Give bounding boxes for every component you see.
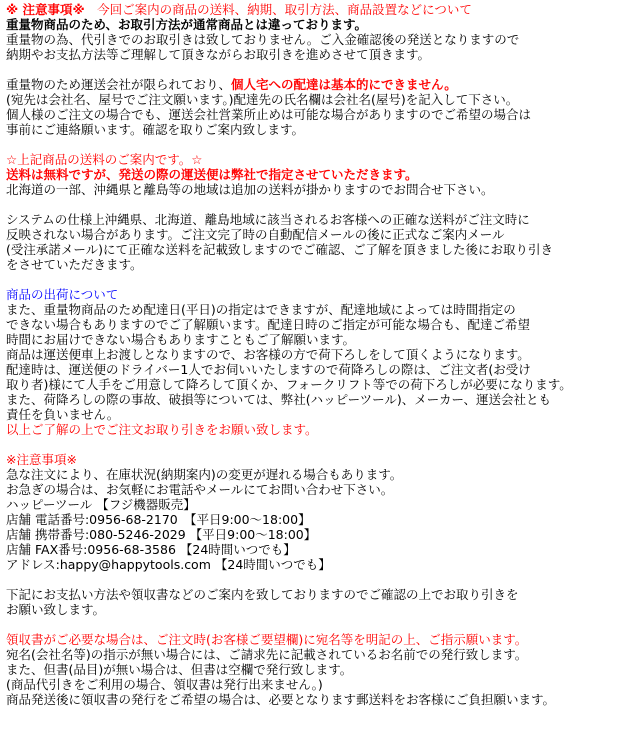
text-line: システムの仕様上沖縄県、北海道、離島地域に該当されるお客様への正確な送料がご注文時に — [6, 212, 530, 227]
text-line: をさせていただきます。 — [6, 257, 143, 272]
text-line: 宛名(会社名等)の指示が無い場合には、ご請求先に記載されているお名前での発行致します。 — [6, 647, 528, 662]
text-line: 責任を負いません。 — [6, 407, 120, 422]
text-line: 取り者)様にて人手をご用意して降ろして頂くか、フォークリフト等での荷下ろしが必要になります。 — [6, 377, 572, 392]
delivery-restriction-text: 重量物のため運送会社が限られており、 — [6, 77, 232, 92]
shop-email: アドレス:happy@happytools.com 【24時間いつでも】 — [6, 557, 331, 572]
text-line: 納期やお支払方法等ご理解して頂きながらお取引きを進めさせて頂きます。 — [6, 47, 431, 62]
shop-name: ハッピーツール 【フジ機器販売】 — [6, 497, 196, 512]
shop-mobile: 店舗 携帯番号:080-5246-2029 【平日9:00～18:00】 — [6, 527, 317, 542]
agreement-notice: 以上ご了解の上でご注文お取り引きをお願い致します。 — [6, 422, 318, 437]
text-line: 北海道の一部、沖縄県と離島等の地域は追加の送料が掛かりますのでお問合せ下さい。 — [6, 182, 494, 197]
notice-title-line — [6, 2, 622, 17]
text-line: 急な注文により、在庫状況(納期案内)の変更が遅れる場合もあります。 — [6, 467, 403, 482]
text-line: お願い致します。 — [6, 602, 106, 617]
shipping-heading: ☆上記商品の送料のご案内です。☆ — [6, 152, 203, 167]
no-home-delivery-warning: 個人宅への配達は基本的にできません。 — [231, 77, 457, 92]
text-line: (宛先は会社名、屋号でご注文願います。)配達先の氏名欄は会社名(屋号)を記入して下さい。 — [6, 92, 519, 107]
shipment-heading: 商品の出荷について — [6, 287, 119, 302]
text-line: 個人様のご注文の場合でも、運送会社営業所止めは可能な場合がありますのでご希望の場合は — [6, 107, 532, 122]
text-line: (商品代引きをご利用の場合、領収書は発行出来ません。) — [6, 677, 323, 692]
text-line: 配達時は、運送便のドライバー1人でお伺いいたしますので荷降ろしの際は、ご注文者(お受け — [6, 362, 531, 377]
shop-fax: 店舗 FAX番号:0956-68-3586 【24時間いつでも】 — [6, 542, 296, 557]
text-line: (受注承諾メール)にて正確な送料を記載致しますのでご確認、ご了解を頂きました後にお取り引き — [6, 242, 554, 257]
text-line: 事前にご連絡願います。確認を取りご案内致します。 — [6, 122, 305, 137]
text-line: また、荷降ろしの際の事故、破損等については、弊社(ハッピーツール)、メーカー、運送会社とも — [6, 392, 552, 407]
text-line: 商品は運送便車上お渡しとなりますので、お客様の方で荷下ろしをして頂くようになります。 — [6, 347, 530, 362]
text-line: できない場合もありますのでご了解願います。配達日時のご指定が可能な場合も、配達ご希望 — [6, 317, 531, 332]
text-line: お急ぎの場合は、お気軽にお電話やメールにてお問い合わせ下さい。 — [6, 482, 394, 497]
shop-phone: 店舗 電話番号:0956-68-2170 【平日9:00～18:00】 — [6, 512, 311, 527]
receipt-heading: 領収書がご必要な場合は、ご注文時(お客様ご要望欄)に宛名等を明記の上、ご指示願います。 — [6, 632, 528, 647]
notice-title-label: ※ 注意事項※ — [6, 2, 85, 17]
heavy-goods-heading: 重量物商品のため、お取引方法が通常商品とは違っております。 — [6, 17, 368, 32]
caution-heading: ※注意事項※ — [6, 452, 77, 467]
text-line: また、重量物商品のため配達日(平日)の指定はできますが、配達地域によっては時間指定の — [6, 302, 516, 317]
text-line: 反映されない場合があります。ご注文完了時の自動配信メールの後に正式なご案内メール — [6, 227, 505, 242]
text-line: 時間にお届けできない場合もありますこともご了解願います。 — [6, 332, 356, 347]
text-line: また、但書(品目)が無い場合は、但書は空欄で発行致します。 — [6, 662, 353, 677]
delivery-restriction-line — [6, 77, 622, 92]
text-line: 下記にお支払い方法や領収書などのご案内を致しておりますのでご確認の上でお取り引きを — [6, 587, 519, 602]
text-line: 商品発送後に領収書の発行をご希望の場合は、必要となります郵送料をお客様にご負担願います。 — [6, 692, 556, 707]
notice-title-text: 今回ご案内の商品の送料、納期、取引方法、商品設置などについて — [84, 2, 472, 17]
free-shipping-notice: 送料は無料ですが、発送の際の運送便は弊社で指定させていただきます。 — [6, 167, 418, 182]
text-line: 重量物の為、代引きでのお取引きは致しておりません。ご入金確認後の発送となりますので — [6, 32, 520, 47]
